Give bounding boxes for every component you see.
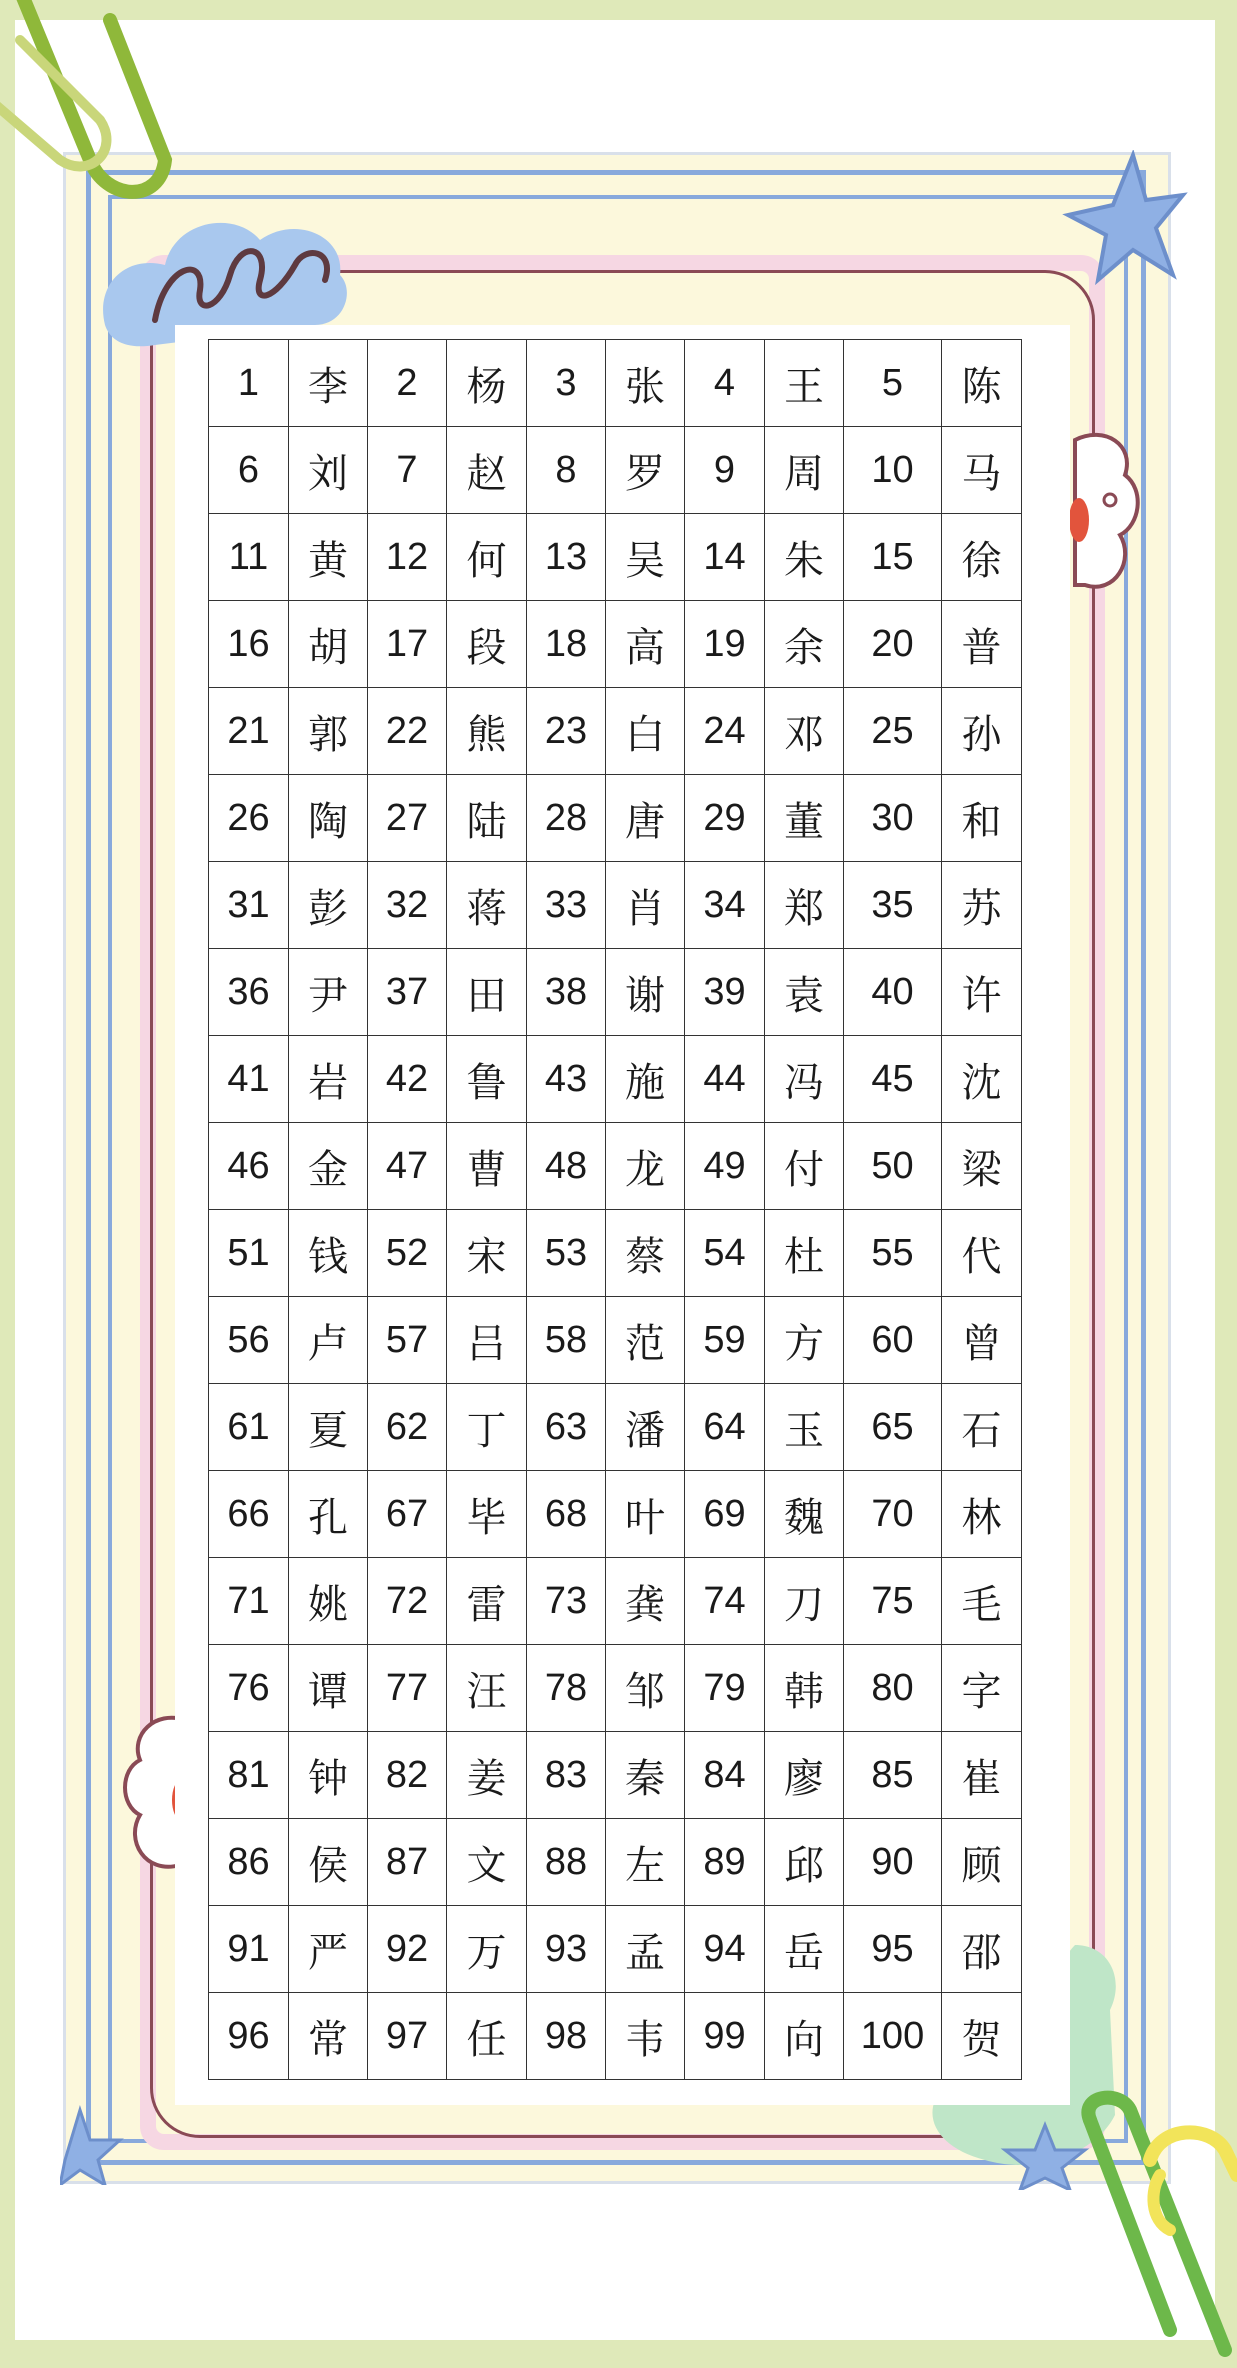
surname-cell: 郭 bbox=[289, 688, 368, 775]
seat-number: 59 bbox=[685, 1297, 765, 1384]
surname-cell: 周 bbox=[765, 427, 844, 514]
surname-cell: 谭 bbox=[289, 1645, 368, 1732]
surname-cell: 宋 bbox=[447, 1210, 527, 1297]
seat-number: 28 bbox=[527, 775, 606, 862]
surname-cell: 许 bbox=[942, 949, 1022, 1036]
seat-number: 54 bbox=[685, 1210, 765, 1297]
surname-cell: 龙 bbox=[606, 1123, 685, 1210]
surname-cell: 李 bbox=[289, 340, 368, 427]
seat-number: 47 bbox=[368, 1123, 447, 1210]
surname-cell: 丁 bbox=[447, 1384, 527, 1471]
seat-number: 86 bbox=[209, 1819, 289, 1906]
surname-cell: 朱 bbox=[765, 514, 844, 601]
seat-number: 10 bbox=[844, 427, 942, 514]
seat-number: 32 bbox=[368, 862, 447, 949]
table-row bbox=[209, 688, 1022, 775]
surname-cell: 邓 bbox=[765, 688, 844, 775]
surname-cell: 姚 bbox=[289, 1558, 368, 1645]
seat-number: 72 bbox=[368, 1558, 447, 1645]
table-row bbox=[209, 340, 1022, 427]
table-row bbox=[209, 1210, 1022, 1297]
seat-number: 40 bbox=[844, 949, 942, 1036]
seat-number: 34 bbox=[685, 862, 765, 949]
seat-number: 25 bbox=[844, 688, 942, 775]
surname-cell: 刀 bbox=[765, 1558, 844, 1645]
seat-number: 36 bbox=[209, 949, 289, 1036]
seat-number: 21 bbox=[209, 688, 289, 775]
surname-cell: 邵 bbox=[942, 1906, 1022, 1993]
surname-cell: 段 bbox=[447, 601, 527, 688]
surname-cell: 龚 bbox=[606, 1558, 685, 1645]
surname-cell: 向 bbox=[765, 1993, 844, 2080]
table-row bbox=[209, 1297, 1022, 1384]
surname-cell: 姜 bbox=[447, 1732, 527, 1819]
surname-cell: 夏 bbox=[289, 1384, 368, 1471]
seat-number: 44 bbox=[685, 1036, 765, 1123]
surname-cell: 徐 bbox=[942, 514, 1022, 601]
table-row bbox=[209, 427, 1022, 514]
seat-number: 100 bbox=[844, 1993, 942, 2080]
seat-number: 50 bbox=[844, 1123, 942, 1210]
surname-cell: 田 bbox=[447, 949, 527, 1036]
table-row bbox=[209, 1906, 1022, 1993]
surname-cell: 万 bbox=[447, 1906, 527, 1993]
seat-number: 43 bbox=[527, 1036, 606, 1123]
seat-number: 9 bbox=[685, 427, 765, 514]
table-row bbox=[209, 775, 1022, 862]
surname-cell: 杜 bbox=[765, 1210, 844, 1297]
surname-cell: 和 bbox=[942, 775, 1022, 862]
surname-cell: 肖 bbox=[606, 862, 685, 949]
table-row bbox=[209, 1558, 1022, 1645]
seat-number: 53 bbox=[527, 1210, 606, 1297]
surname-cell: 付 bbox=[765, 1123, 844, 1210]
table-row bbox=[209, 949, 1022, 1036]
surname-cell: 吴 bbox=[606, 514, 685, 601]
seat-number: 74 bbox=[685, 1558, 765, 1645]
surname-cell: 彭 bbox=[289, 862, 368, 949]
surname-cell: 王 bbox=[765, 340, 844, 427]
surname-cell: 陆 bbox=[447, 775, 527, 862]
surname-cell: 孔 bbox=[289, 1471, 368, 1558]
seat-number: 19 bbox=[685, 601, 765, 688]
surname-cell: 代 bbox=[942, 1210, 1022, 1297]
table-row bbox=[209, 601, 1022, 688]
seat-number: 70 bbox=[844, 1471, 942, 1558]
seat-number: 89 bbox=[685, 1819, 765, 1906]
surname-cell: 孟 bbox=[606, 1906, 685, 1993]
surname-cell: 魏 bbox=[765, 1471, 844, 1558]
seat-number: 26 bbox=[209, 775, 289, 862]
surname-cell: 蒋 bbox=[447, 862, 527, 949]
table-row bbox=[209, 1732, 1022, 1819]
surname-cell: 梁 bbox=[942, 1123, 1022, 1210]
seat-number: 64 bbox=[685, 1384, 765, 1471]
surname-cell: 林 bbox=[942, 1471, 1022, 1558]
surname-cell: 雷 bbox=[447, 1558, 527, 1645]
surname-cell: 叶 bbox=[606, 1471, 685, 1558]
surname-cell: 刘 bbox=[289, 427, 368, 514]
seat-number: 62 bbox=[368, 1384, 447, 1471]
seat-number: 27 bbox=[368, 775, 447, 862]
surname-cell: 岳 bbox=[765, 1906, 844, 1993]
surname-cell: 谢 bbox=[606, 949, 685, 1036]
surname-cell: 廖 bbox=[765, 1732, 844, 1819]
seat-number: 49 bbox=[685, 1123, 765, 1210]
seat-number: 37 bbox=[368, 949, 447, 1036]
surname-cell: 侯 bbox=[289, 1819, 368, 1906]
surname-cell: 范 bbox=[606, 1297, 685, 1384]
seat-number: 78 bbox=[527, 1645, 606, 1732]
seat-number: 18 bbox=[527, 601, 606, 688]
seat-number: 96 bbox=[209, 1993, 289, 2080]
seat-number: 46 bbox=[209, 1123, 289, 1210]
surname-cell: 高 bbox=[606, 601, 685, 688]
surname-cell: 钟 bbox=[289, 1732, 368, 1819]
seat-number: 38 bbox=[527, 949, 606, 1036]
surname-cell: 普 bbox=[942, 601, 1022, 688]
surname-cell: 冯 bbox=[765, 1036, 844, 1123]
table-row bbox=[209, 1384, 1022, 1471]
surname-cell: 汪 bbox=[447, 1645, 527, 1732]
surname-cell: 文 bbox=[447, 1819, 527, 1906]
table-row bbox=[209, 1645, 1022, 1732]
seat-number: 69 bbox=[685, 1471, 765, 1558]
seat-number: 1 bbox=[209, 340, 289, 427]
seat-number: 5 bbox=[844, 340, 942, 427]
seat-number: 56 bbox=[209, 1297, 289, 1384]
seat-number: 94 bbox=[685, 1906, 765, 1993]
seat-number: 83 bbox=[527, 1732, 606, 1819]
seat-number: 23 bbox=[527, 688, 606, 775]
surname-cell: 玉 bbox=[765, 1384, 844, 1471]
seat-number: 82 bbox=[368, 1732, 447, 1819]
seat-number: 76 bbox=[209, 1645, 289, 1732]
paperclip-icon bbox=[1050, 2080, 1237, 2368]
seat-number: 29 bbox=[685, 775, 765, 862]
surname-cell: 郑 bbox=[765, 862, 844, 949]
seat-number: 30 bbox=[844, 775, 942, 862]
surname-cell: 黄 bbox=[289, 514, 368, 601]
surname-cell: 董 bbox=[765, 775, 844, 862]
seat-number: 93 bbox=[527, 1906, 606, 1993]
surname-cell: 杨 bbox=[447, 340, 527, 427]
surname-cell: 沈 bbox=[942, 1036, 1022, 1123]
seat-number: 39 bbox=[685, 949, 765, 1036]
seat-number: 41 bbox=[209, 1036, 289, 1123]
surname-cell: 秦 bbox=[606, 1732, 685, 1819]
surname-cell: 陈 bbox=[942, 340, 1022, 427]
seat-number: 84 bbox=[685, 1732, 765, 1819]
seat-number: 55 bbox=[844, 1210, 942, 1297]
surname-cell: 严 bbox=[289, 1906, 368, 1993]
seat-number: 79 bbox=[685, 1645, 765, 1732]
seat-number: 42 bbox=[368, 1036, 447, 1123]
seat-number: 2 bbox=[368, 340, 447, 427]
seat-number: 6 bbox=[209, 427, 289, 514]
surname-cell: 唐 bbox=[606, 775, 685, 862]
table-row bbox=[209, 1036, 1022, 1123]
table-row bbox=[209, 862, 1022, 949]
surname-cell: 钱 bbox=[289, 1210, 368, 1297]
table-row bbox=[209, 1819, 1022, 1906]
star-icon bbox=[60, 2105, 160, 2185]
seat-number: 48 bbox=[527, 1123, 606, 1210]
seat-number: 15 bbox=[844, 514, 942, 601]
seat-number: 45 bbox=[844, 1036, 942, 1123]
surname-cell: 潘 bbox=[606, 1384, 685, 1471]
surname-cell: 苏 bbox=[942, 862, 1022, 949]
seat-number: 66 bbox=[209, 1471, 289, 1558]
seat-number: 81 bbox=[209, 1732, 289, 1819]
table-row bbox=[209, 1993, 1022, 2080]
surname-cell: 陶 bbox=[289, 775, 368, 862]
seat-number: 7 bbox=[368, 427, 447, 514]
seat-number: 63 bbox=[527, 1384, 606, 1471]
seat-number: 33 bbox=[527, 862, 606, 949]
surname-cell: 袁 bbox=[765, 949, 844, 1036]
surname-cell: 任 bbox=[447, 1993, 527, 2080]
seat-number: 77 bbox=[368, 1645, 447, 1732]
seat-number: 88 bbox=[527, 1819, 606, 1906]
seat-number: 20 bbox=[844, 601, 942, 688]
surname-cell: 罗 bbox=[606, 427, 685, 514]
surname-roster-table bbox=[208, 339, 1022, 2080]
seat-number: 87 bbox=[368, 1819, 447, 1906]
seat-number: 73 bbox=[527, 1558, 606, 1645]
seat-number: 99 bbox=[685, 1993, 765, 2080]
seat-number: 12 bbox=[368, 514, 447, 601]
seat-number: 13 bbox=[527, 514, 606, 601]
surname-cell: 方 bbox=[765, 1297, 844, 1384]
surname-cell: 白 bbox=[606, 688, 685, 775]
surname-cell: 卢 bbox=[289, 1297, 368, 1384]
seat-number: 22 bbox=[368, 688, 447, 775]
seat-number: 61 bbox=[209, 1384, 289, 1471]
seat-number: 14 bbox=[685, 514, 765, 601]
surname-cell: 赵 bbox=[447, 427, 527, 514]
seat-number: 95 bbox=[844, 1906, 942, 1993]
surname-cell: 马 bbox=[942, 427, 1022, 514]
seat-number: 24 bbox=[685, 688, 765, 775]
surname-cell: 毛 bbox=[942, 1558, 1022, 1645]
seat-number: 52 bbox=[368, 1210, 447, 1297]
surname-cell: 熊 bbox=[447, 688, 527, 775]
seat-number: 4 bbox=[685, 340, 765, 427]
surname-cell: 张 bbox=[606, 340, 685, 427]
surname-cell: 顾 bbox=[942, 1819, 1022, 1906]
surname-cell: 鲁 bbox=[447, 1036, 527, 1123]
roster-body bbox=[209, 340, 1022, 2080]
surname-cell: 尹 bbox=[289, 949, 368, 1036]
surname-cell: 岩 bbox=[289, 1036, 368, 1123]
seat-number: 60 bbox=[844, 1297, 942, 1384]
seat-number: 68 bbox=[527, 1471, 606, 1558]
seat-number: 17 bbox=[368, 601, 447, 688]
star-icon bbox=[1058, 150, 1188, 300]
seat-number: 67 bbox=[368, 1471, 447, 1558]
surname-cell: 石 bbox=[942, 1384, 1022, 1471]
cloud-icon bbox=[1065, 420, 1145, 610]
surname-cell: 施 bbox=[606, 1036, 685, 1123]
surname-cell: 左 bbox=[606, 1819, 685, 1906]
surname-cell: 贺 bbox=[942, 1993, 1022, 2080]
seat-number: 58 bbox=[527, 1297, 606, 1384]
seat-number: 51 bbox=[209, 1210, 289, 1297]
surname-cell: 韦 bbox=[606, 1993, 685, 2080]
seat-number: 8 bbox=[527, 427, 606, 514]
seat-number: 71 bbox=[209, 1558, 289, 1645]
surname-cell: 常 bbox=[289, 1993, 368, 2080]
seat-number: 97 bbox=[368, 1993, 447, 2080]
surname-cell: 字 bbox=[942, 1645, 1022, 1732]
seat-number: 85 bbox=[844, 1732, 942, 1819]
surname-cell: 何 bbox=[447, 514, 527, 601]
paperclip-icon bbox=[0, 0, 190, 230]
surname-cell: 崔 bbox=[942, 1732, 1022, 1819]
surname-cell: 蔡 bbox=[606, 1210, 685, 1297]
surname-cell: 胡 bbox=[289, 601, 368, 688]
seat-number: 98 bbox=[527, 1993, 606, 2080]
surname-cell: 余 bbox=[765, 601, 844, 688]
seat-number: 80 bbox=[844, 1645, 942, 1732]
seat-number: 57 bbox=[368, 1297, 447, 1384]
surname-cell: 金 bbox=[289, 1123, 368, 1210]
surname-cell: 邹 bbox=[606, 1645, 685, 1732]
surname-cell: 吕 bbox=[447, 1297, 527, 1384]
seat-number: 11 bbox=[209, 514, 289, 601]
seat-number: 75 bbox=[844, 1558, 942, 1645]
table-row bbox=[209, 1123, 1022, 1210]
surname-cell: 曹 bbox=[447, 1123, 527, 1210]
surname-cell: 邱 bbox=[765, 1819, 844, 1906]
seat-number: 16 bbox=[209, 601, 289, 688]
surname-cell: 曾 bbox=[942, 1297, 1022, 1384]
table-row bbox=[209, 1471, 1022, 1558]
seat-number: 3 bbox=[527, 340, 606, 427]
seat-number: 91 bbox=[209, 1906, 289, 1993]
surname-cell: 孙 bbox=[942, 688, 1022, 775]
seat-number: 35 bbox=[844, 862, 942, 949]
surname-cell: 韩 bbox=[765, 1645, 844, 1732]
table-row bbox=[209, 514, 1022, 601]
seat-number: 65 bbox=[844, 1384, 942, 1471]
seat-number: 90 bbox=[844, 1819, 942, 1906]
seat-number: 31 bbox=[209, 862, 289, 949]
seat-number: 92 bbox=[368, 1906, 447, 1993]
surname-cell: 毕 bbox=[447, 1471, 527, 1558]
